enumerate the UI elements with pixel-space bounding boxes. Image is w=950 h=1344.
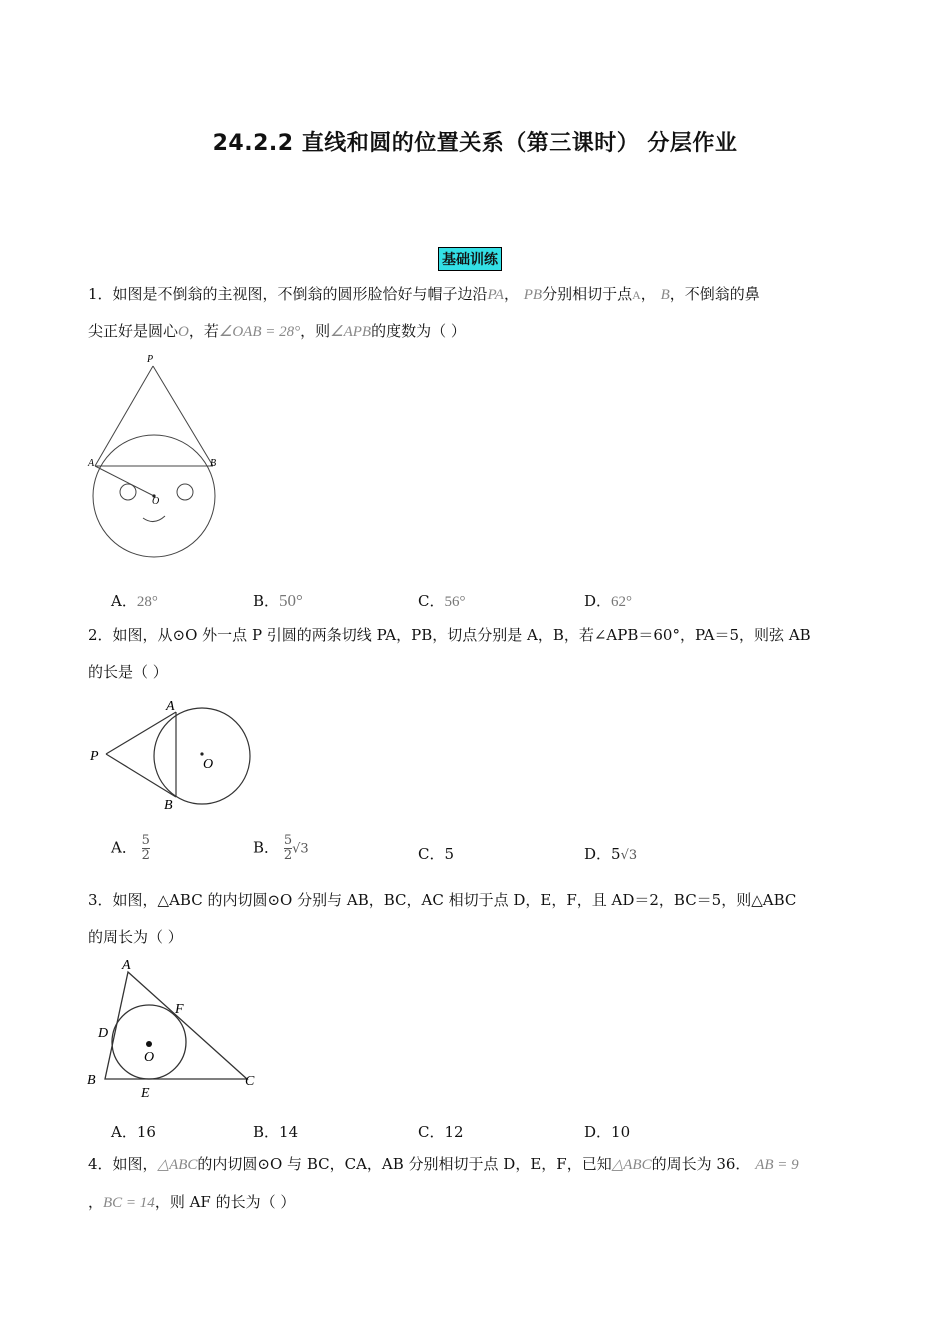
q1-label-b: B (210, 458, 217, 469)
q3-label-b: B (87, 1073, 96, 1088)
q3-line2: 的周长为（ ） (88, 928, 183, 946)
q2-line1: 2．如图，从⊙O 外一点 P 引圆的两条切线 PA，PB，切点分别是 A，B，若∠APB＝60°，PA＝5，则弦 AB (88, 626, 811, 644)
q1-option-b[interactable]: B．50° (253, 591, 303, 610)
q3-option-d[interactable]: D．10 (584, 1123, 631, 1141)
q3-option-a[interactable]: A．16 (111, 1123, 156, 1141)
q1-line2: 尖正好是圆心O，若∠OAB = 28°，则∠APB的度数为（ ） (88, 322, 466, 340)
q1-option-a[interactable]: A．28° (111, 592, 158, 610)
q1-line1: 1．如图是不倒翁的主视图，不倒翁的圆形脸恰好与帽子边沿PA， PB分别相切于点A， B，不倒翁的鼻 (88, 285, 760, 303)
q2-label-b: B (164, 798, 173, 813)
q1-option-c[interactable]: C．56° (418, 592, 466, 610)
q1-figure (85, 352, 225, 562)
page-title: 24.2.2 直线和圆的位置关系（第三课时） 分层作业 (212, 131, 738, 156)
section-label: 基础训练 (438, 247, 502, 271)
q3-figure (85, 955, 265, 1100)
q3-option-b[interactable]: B．14 (253, 1123, 299, 1141)
q1-label-o: O (152, 496, 160, 507)
q1-option-d[interactable]: D．62° (584, 592, 633, 610)
q1-label-a: A (88, 458, 95, 469)
q2-figure (86, 696, 256, 816)
q3-label-d: D (98, 1026, 109, 1041)
q3-label-c: C (245, 1074, 255, 1089)
q2-label-a: A (166, 699, 175, 714)
q2-label-o: O (203, 757, 214, 772)
q2-option-a[interactable]: A． $\frac{5}{2}$ (111, 833, 150, 863)
q4-line1: 4．如图，△ABC的内切圆⊙O 与 BC，CA，AB 分别相切于点 D，E，F，已知△ABC的周长为 36． AB = 9 (88, 1155, 799, 1173)
q2-label-p: P (90, 749, 99, 764)
q3-option-c[interactable]: C．12 (418, 1123, 464, 1141)
q3-label-e: E (141, 1086, 150, 1101)
q3-label-f: F (175, 1002, 184, 1017)
q2-line2: 的长是（ ） (88, 663, 168, 681)
q3-line1: 3．如图，△ABC 的内切圆⊙O 分别与 AB，BC，AC 相切于点 D，E，F，且 AD＝2，BC＝5，则△ABC (88, 891, 797, 909)
q3-label-a: A (122, 958, 131, 973)
q1-label-p: P (147, 354, 154, 365)
q4-line2: ，BC = 14，则 AF 的长为（ ） (88, 1193, 296, 1211)
q3-label-o: O (144, 1050, 155, 1065)
q2-option-b[interactable]: B． $\frac{5}{2}$ √3 (253, 833, 309, 863)
q2-option-d[interactable]: D．5√3 (584, 845, 638, 863)
q2-option-c[interactable]: C．5 (418, 845, 455, 863)
